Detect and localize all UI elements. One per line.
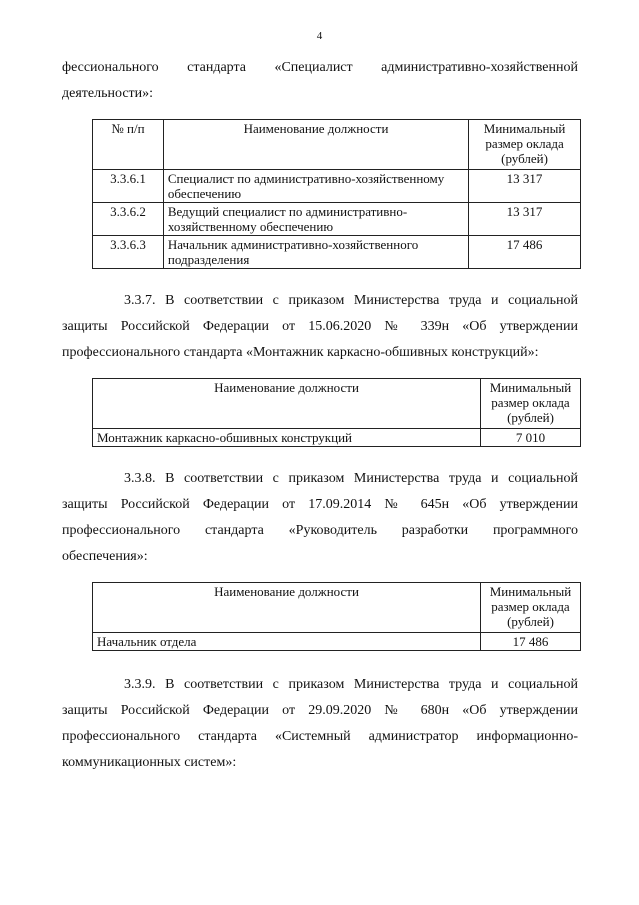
table-header-cell: Наименование должности — [93, 583, 481, 633]
table-row — [93, 633, 581, 651]
table-header-row — [93, 120, 581, 170]
table-cell: 17 486 — [481, 633, 581, 651]
position-table-2 — [92, 378, 581, 447]
table-header-cell: Минимальный размер оклада (рублей) — [469, 120, 581, 170]
table-cell: 7 010 — [481, 429, 581, 447]
table-header-cell: Наименование должности — [163, 120, 468, 170]
section-paragraph: 3.3.8. В соответствии с приказом Министерства труда и социальной защиты Российской Федерации от 17.09.2014 № 645н «Об утверждении профессионального стандарта «Руководитель разработки программного обеспечения»: — [62, 471, 578, 564]
table-header-cell: № п/п — [93, 120, 164, 170]
table-header-row — [93, 379, 581, 429]
table-header-cell: Минимальный размер оклада (рублей) — [481, 583, 581, 633]
position-table-1 — [92, 119, 581, 269]
page-number: 4 — [316, 30, 323, 42]
table-cell: Специалист по административно-хозяйственному обеспечению — [163, 170, 468, 203]
table-row — [93, 236, 581, 269]
table-cell: Начальник административно-хозяйственного подразделения — [163, 236, 468, 269]
table-cell: 17 486 — [469, 236, 581, 269]
table-cell: 3.3.6.1 — [93, 170, 164, 203]
section-paragraph: 3.3.9. В соответствии с приказом Министерства труда и социальной защиты Российской Федерации от 29.09.2020 № 680н «Об утверждении профессионального стандарта «Системный администратор информационно-коммуникационных систем»: — [62, 677, 578, 770]
table-cell: Начальник отдела — [93, 633, 481, 651]
table-cell: Монтажник каркасно-обшивных конструкций — [93, 429, 481, 447]
table-row — [93, 170, 581, 203]
table-cell: 13 317 — [469, 170, 581, 203]
table-cell: Ведущий специалист по административно-хозяйственному обеспечению — [163, 203, 468, 236]
intro-paragraph: фессионального стандарта «Специалист административно-хозяйственной деятельности»: — [62, 60, 578, 101]
table-cell: 13 317 — [469, 203, 581, 236]
table-header-cell: Наименование должности — [93, 379, 481, 429]
table-cell: 3.3.6.2 — [93, 203, 164, 236]
position-table-3 — [92, 582, 581, 651]
table-row — [93, 429, 581, 447]
table-header-row — [93, 583, 581, 633]
table-cell: 3.3.6.3 — [93, 236, 164, 269]
table-header-cell: Минимальный размер оклада (рублей) — [481, 379, 581, 429]
section-paragraph: 3.3.7. В соответствии с приказом Министерства труда и социальной защиты Российской Федерации от 15.06.2020 № 339н «Об утверждении профессионального стандарта «Монтажник каркасно-обшивных конструкций»: — [62, 293, 578, 360]
table-row — [93, 203, 581, 236]
